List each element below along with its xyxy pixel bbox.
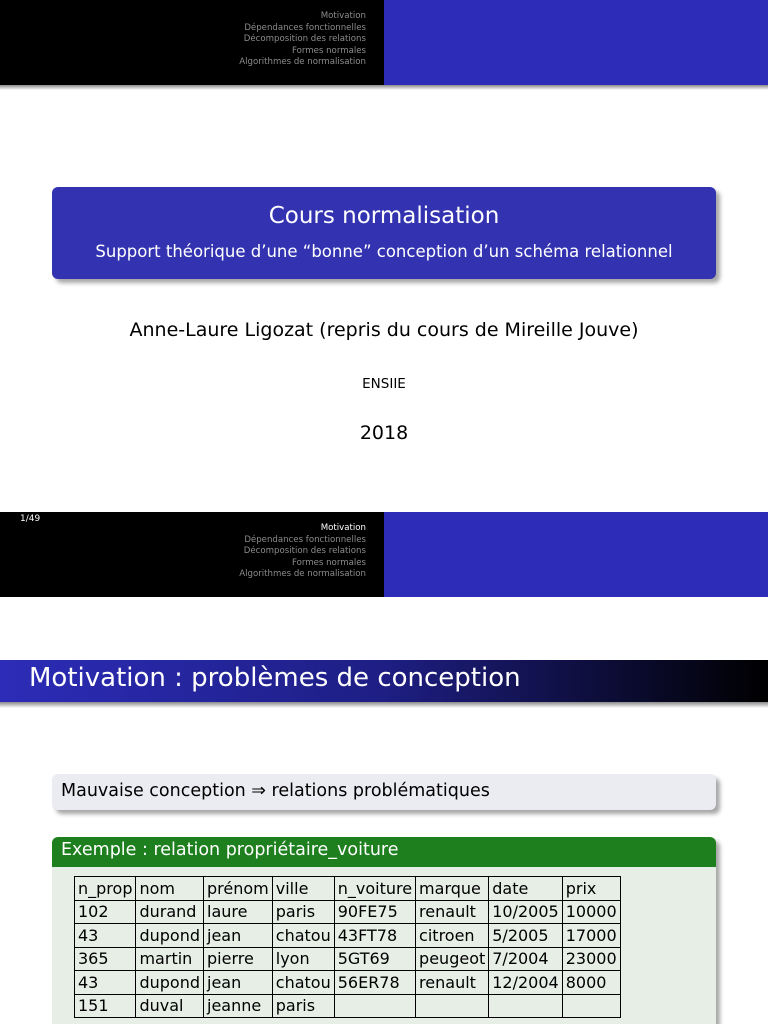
table-cell: 43: [75, 924, 136, 948]
nav-item-algorithmes[interactable]: Algorithmes de normalisation: [239, 569, 366, 579]
table-cell: dupond: [136, 971, 204, 995]
column-header: prénom: [204, 877, 273, 901]
table-cell: jean: [204, 924, 273, 948]
nav-item-dependances[interactable]: Dépendances fonctionnelles: [244, 534, 366, 545]
table-row: [75, 947, 621, 971]
table-cell: 8000: [562, 971, 620, 995]
nav-item-algorithmes[interactable]: Algorithmes de normalisation: [239, 57, 366, 67]
table-cell: duval: [136, 994, 204, 1018]
presentation-subtitle: Support théorique d’une “bonne” conception d’un schéma relationnel: [95, 242, 673, 261]
table-cell: 365: [75, 947, 136, 971]
relation-table: [74, 876, 621, 1018]
table-cell: 17000: [562, 924, 620, 948]
example-block: [52, 837, 716, 1024]
nav-item-dependances[interactable]: Dépendances fonctionnelles: [244, 22, 366, 33]
section-nav: [239, 11, 366, 69]
column-header: date: [489, 877, 562, 901]
nav-item-formes[interactable]: Formes normales: [291, 45, 366, 56]
table-cell: jean: [204, 971, 273, 995]
table-cell: 151: [75, 994, 136, 1018]
table-cell: renault: [416, 971, 489, 995]
table-row: [75, 971, 621, 995]
table-row: [75, 900, 621, 924]
author: Anne-Laure Ligozat (repris du cours de Mireille Jouve): [129, 319, 639, 341]
table-cell: 5/2005: [489, 924, 562, 948]
column-header: n_prop: [75, 877, 136, 901]
table-cell: [562, 994, 620, 1018]
table-cell: 12/2004: [489, 971, 562, 995]
table-cell: 43FT78: [334, 924, 415, 948]
frame-title: Motivation : problèmes de conception: [29, 663, 521, 693]
table-cell: peugeot: [416, 947, 489, 971]
table-cell: 90FE75: [334, 900, 415, 924]
table-cell: 5GT69: [334, 947, 415, 971]
table-cell: 10000: [562, 900, 620, 924]
institute: ENSIIE: [362, 376, 406, 392]
example-header: [52, 837, 716, 867]
statement-text: Mauvaise conception ⇒ relations problématiques: [61, 781, 490, 801]
frame-title-shadow: [0, 702, 768, 708]
title-block: [52, 187, 716, 279]
table-row: [75, 924, 621, 948]
table-cell: laure: [204, 900, 273, 924]
table-cell: 10/2005: [489, 900, 562, 924]
table-cell: 23000: [562, 947, 620, 971]
column-header: n_voiture: [334, 877, 415, 901]
presentation-title: Cours normalisation: [268, 203, 500, 229]
table-cell: [334, 994, 415, 1018]
statement-block: [52, 774, 716, 810]
table-cell: [489, 994, 562, 1018]
table-cell: jeanne: [204, 994, 273, 1018]
table-cell: pierre: [204, 947, 273, 971]
example-title: Exemple : relation propriétaire_voiture: [61, 840, 399, 860]
nav-item-motivation[interactable]: Motivation: [320, 523, 366, 533]
table-cell: chatou: [272, 924, 334, 948]
slide-header: [0, 0, 768, 85]
table-cell: paris: [272, 900, 334, 924]
header-accent: [384, 0, 768, 85]
column-header: marque: [416, 877, 489, 901]
date: 2018: [359, 422, 409, 444]
slide-motivation: [0, 512, 768, 1024]
header-shadow: [0, 85, 768, 90]
table-cell: 43: [75, 971, 136, 995]
table-cell: 56ER78: [334, 971, 415, 995]
table-cell: chatou: [272, 971, 334, 995]
header-accent: [384, 512, 768, 597]
nav-item-motivation[interactable]: Motivation: [320, 11, 366, 21]
column-header: prix: [562, 877, 620, 901]
nav-item-decomposition[interactable]: Décomposition des relations: [243, 34, 366, 44]
column-header: nom: [136, 877, 204, 901]
slide-header: [0, 512, 768, 597]
table-cell: paris: [272, 994, 334, 1018]
table-row: [75, 994, 621, 1018]
table-cell: 7/2004: [489, 947, 562, 971]
table-cell: dupond: [136, 924, 204, 948]
nav-item-formes[interactable]: Formes normales: [291, 557, 366, 568]
table-cell: durand: [136, 900, 204, 924]
table-cell: [416, 994, 489, 1018]
section-nav: [239, 523, 366, 581]
table-cell: renault: [416, 900, 489, 924]
column-header: ville: [272, 877, 334, 901]
table-cell: citroen: [416, 924, 489, 948]
nav-item-decomposition[interactable]: Décomposition des relations: [243, 546, 366, 556]
page-number: 1/49: [20, 514, 41, 524]
table-cell: 102: [75, 900, 136, 924]
table-header-row: [75, 877, 621, 901]
table-cell: martin: [136, 947, 204, 971]
table-cell: lyon: [272, 947, 334, 971]
